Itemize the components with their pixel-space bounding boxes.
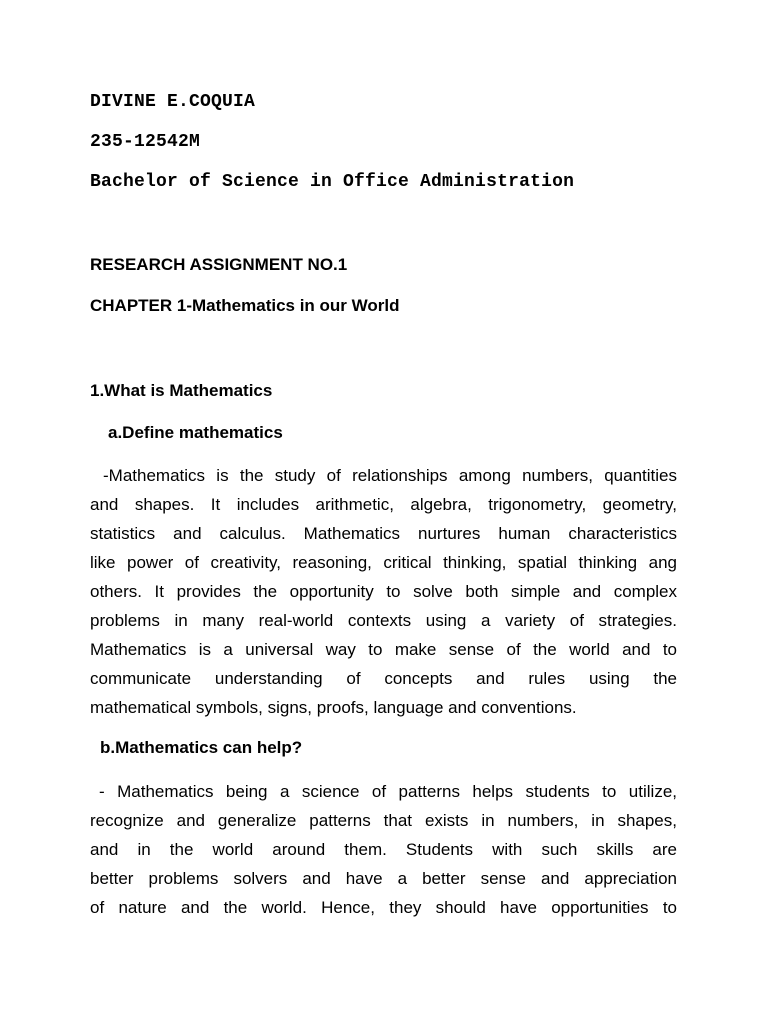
paragraph-line: - Mathematics being a science of patterns helps students to utilize, [99,782,677,801]
student-name: DIVINE E.COQUIA [90,92,256,112]
chapter-title: CHAPTER 1-Mathematics in our World [90,296,400,315]
paragraph-line: of nature and the world. Hence, they should have opportunities to [90,898,677,917]
student-id: 235-12542M [90,132,201,152]
paragraph-line: -Mathematics is the study of relationships among numbers, quantities [103,466,677,485]
degree-program: Bachelor of Science in Office Administration [90,172,575,192]
paragraph-line: better problems solvers and have a better sense and appreciation [90,869,677,888]
section-heading: 1.What is Mathematics [90,381,273,400]
paragraph-line: mathematical symbols, signs, proofs, language and conventions. [90,698,577,717]
paragraph-line: statistics and calculus. Mathematics nurtures human characteristics [90,524,677,543]
assignment-title: RESEARCH ASSIGNMENT NO.1 [90,255,348,274]
subsection-b-paragraph [90,777,677,922]
paragraph-line: problems in many real-world contexts using a variety of strategies. [90,611,677,630]
paragraph-line: Mathematics is a universal way to make sense of the world and to [90,640,677,659]
paragraph-line: like power of creativity, reasoning, critical thinking, spatial thinking ang [90,553,677,572]
paragraph-line: and in the world around them. Students with such skills are [90,840,677,859]
paragraph-line: and shapes. It includes arithmetic, algebra, trigonometry, geometry, [90,495,677,514]
subsection-b-heading: b.Mathematics can help? [100,738,303,757]
paragraph-line: recognize and generalize patterns that exists in numbers, in shapes, [90,811,677,830]
paragraph-line: communicate understanding of concepts and rules using the [90,669,677,688]
paragraph-line: others. It provides the opportunity to solve both simple and complex [90,582,677,601]
subsection-a-paragraph [90,461,677,722]
subsection-a-heading: a.Define mathematics [108,423,283,442]
